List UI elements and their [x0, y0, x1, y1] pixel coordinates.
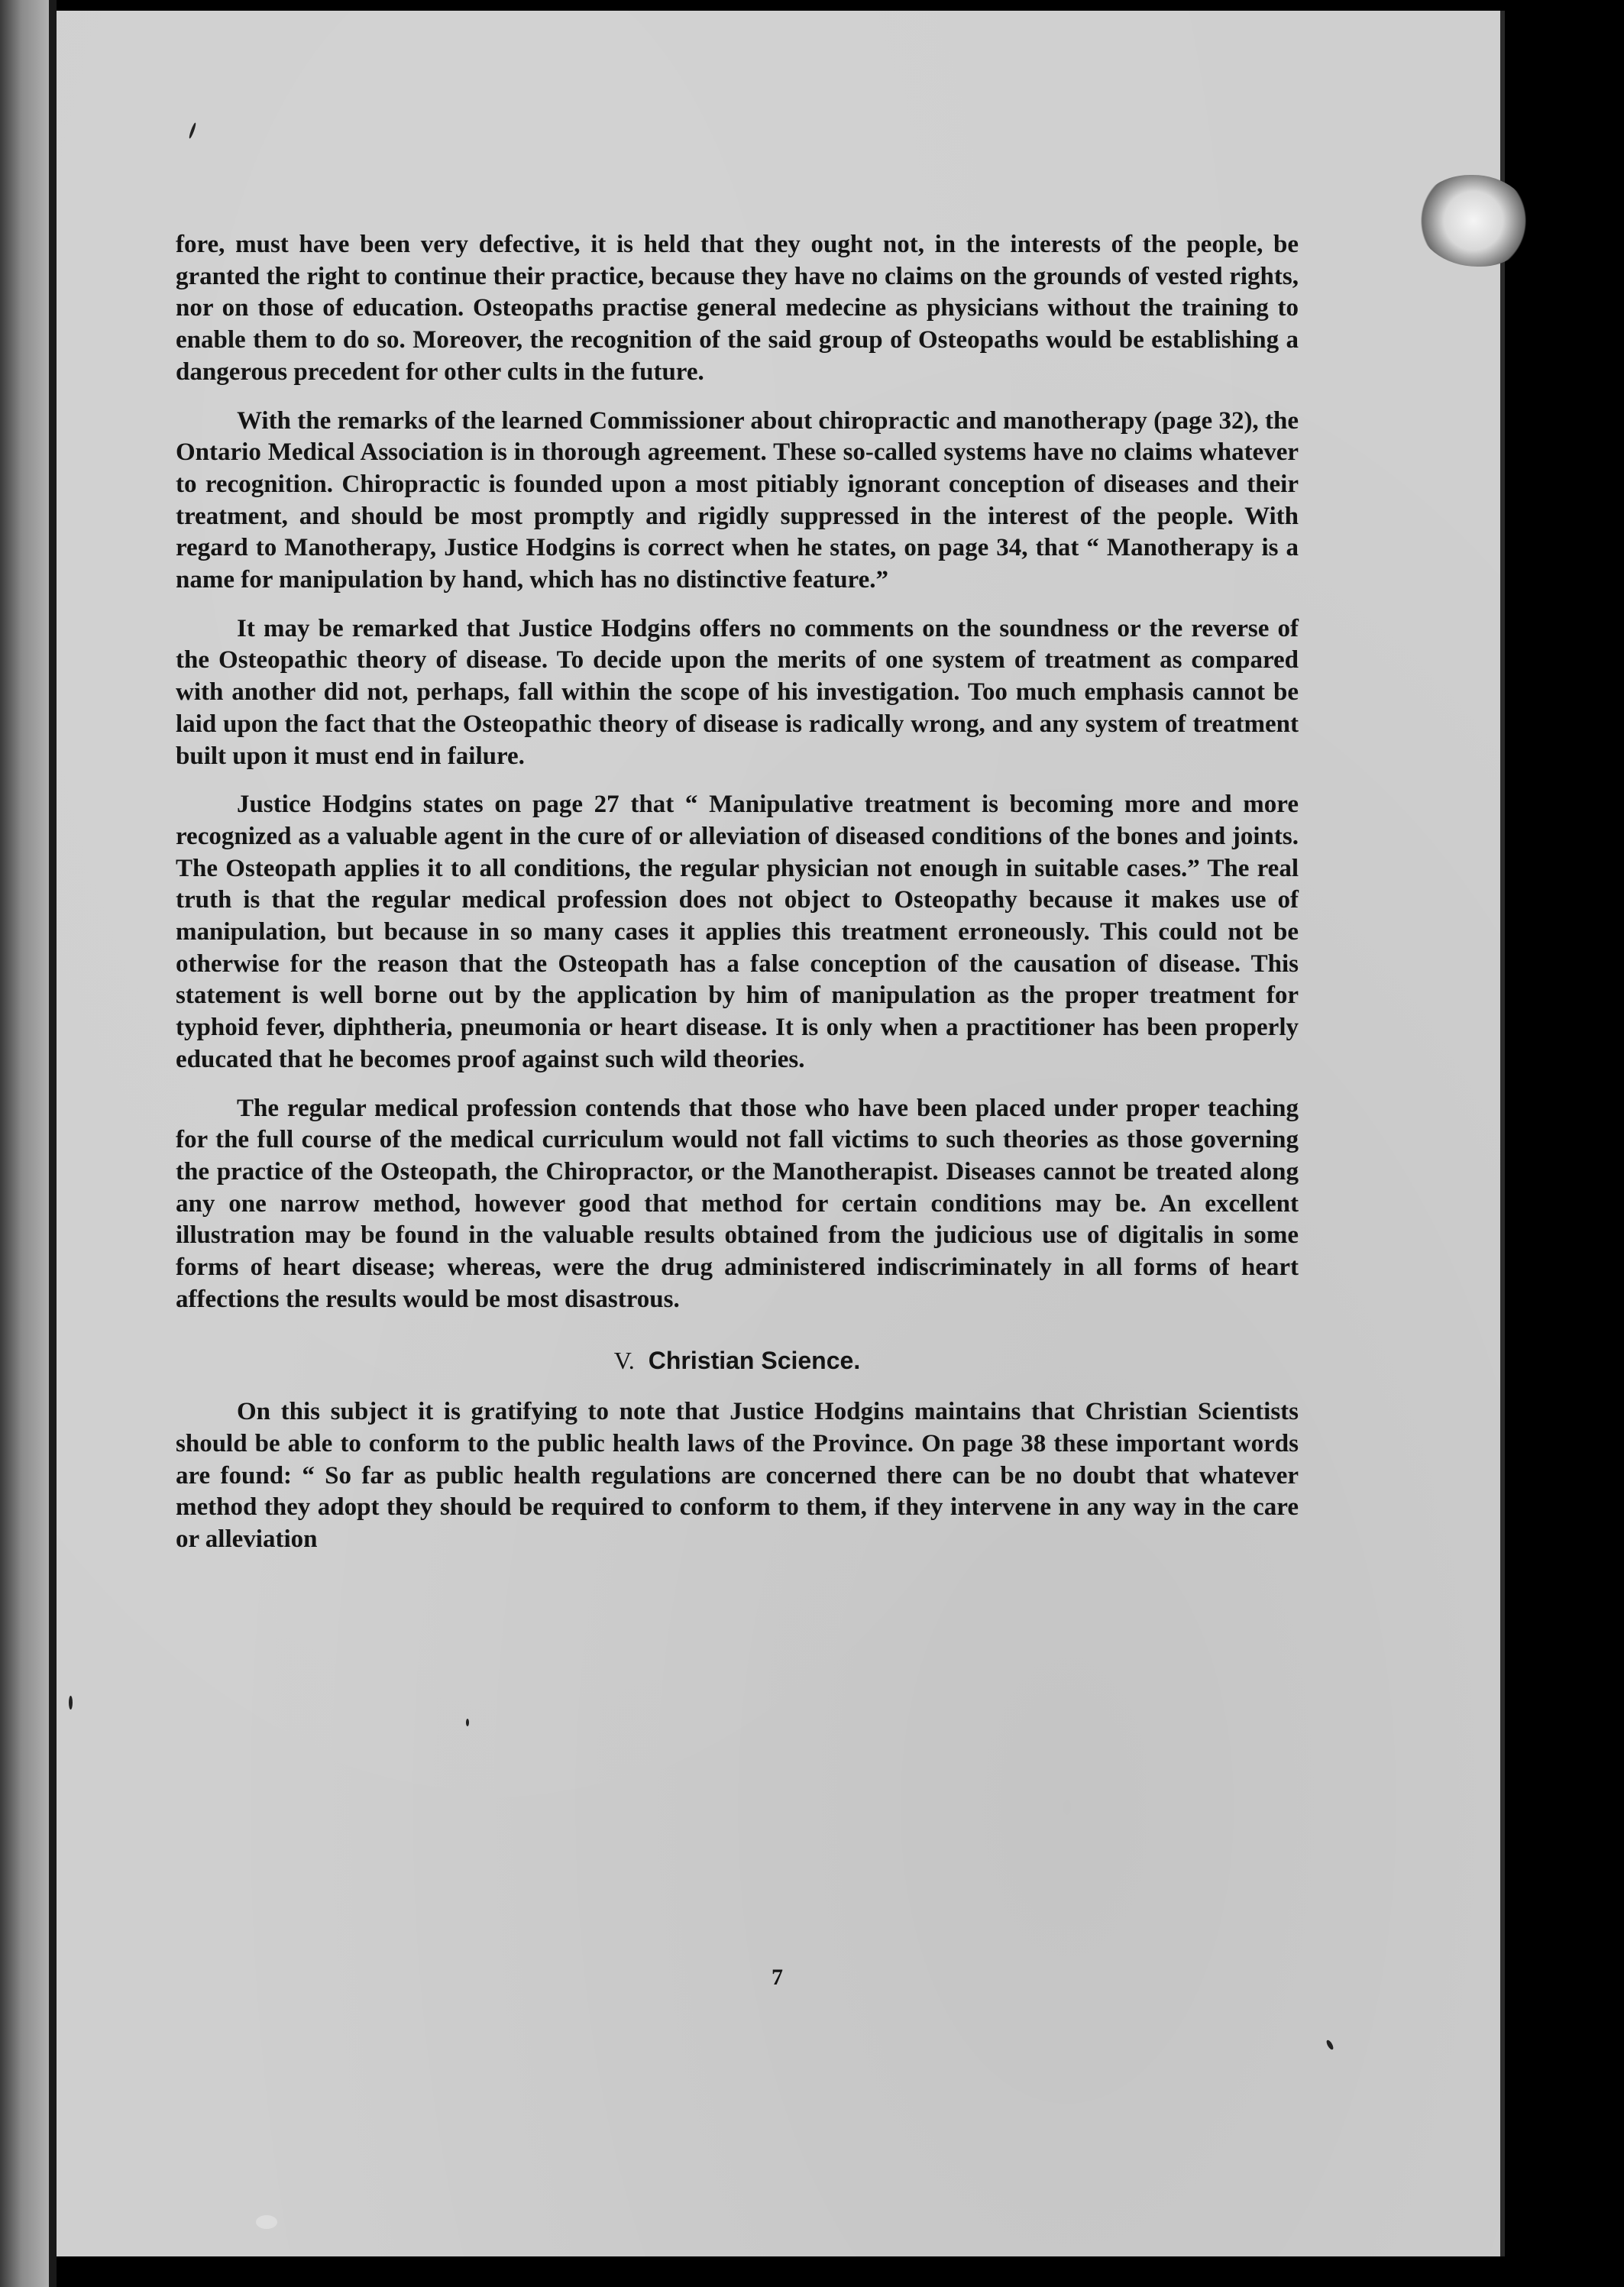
paragraph-1: fore, must have been very defective, it is held that they ought not, in the interests of the people, be granted the right to continue their practice, because they have no claims on the grounds of vested rights, nor on those of education. Osteopaths practise general medecine as physicians without the training to enable them to do so. Moreover, the recognition of the said group of Osteopaths would be establishing a dangerous precedent for other cults in the future.	[176, 231, 1299, 386]
section-numeral: V.	[613, 1346, 635, 1374]
scan-speck	[466, 1719, 469, 1726]
paragraph-2: With the remarks of the learned Commissioner about chiropractic and manotherapy (page 32), the Ontario Medical Association is in thorough agreement. These so-called systems have no claims whatever to recognition. Chiropractic is founded upon a most pitiably ignorant conception of diseases and their treatment, and should be most promptly and rigidly suppressed in the interest of the people. With regard to Manotherapy, Justice Hodgins is correct when he states, on page 34, that “ Manotherapy is a name for manipulation by hand, which has no distinctive feature.”	[176, 406, 1299, 594]
section-title: Christian Science.	[648, 1346, 861, 1374]
paper-damage-stain	[1416, 175, 1531, 267]
body-text	[176, 229, 1299, 1573]
paragraph-4: Justice Hodgins states on page 27 that “ Manipulative treatment is becoming more and more recognized as a valuable agent in the cure of or alleviation of diseased conditions of the bones and joints. The Osteopath applies it to all conditions, the regular physician not enough in suitable cases.” The real truth is that the regular medical profession does not object to Osteopathy because it makes use of manipulation, but because in so many cases it applies this treatment erroneously. This could not be otherwise for the reason that the Osteopath has a false conception of the causation of disease. This statement is well borne out by the application by him of manipulation as the proper treatment for typhoid fever, diphtheria, pneumonia or heart disease. It is only when a practitioner has been properly educated that he becomes proof against such wild theories.	[176, 791, 1299, 1073]
paragraph-3: It may be remarked that Justice Hodgins offers no comments on the soundness or the reverse of the Osteopathic theory of disease. To decide upon the merits of one system of treatment as compared with another did not, perhaps, fall within the scope of his investigation. Too much emphasis cannot be laid upon the fact that the Osteopathic theory of disease is radically wrong, and any system of treatment built upon it must end in failure.	[176, 614, 1299, 770]
paragraph-5: The regular medical profession contends that those who have been placed under proper teaching for the full course of the medical curriculum would not fall victims to such theories as those governing the practice of the Osteopath, the Chiropractor, or the Manotherapist. Diseases cannot be treated along any one narrow method, however good that method for certain conditions may be. An excellent illustration may be found in the valuable results obtained from the judicious use of digitalis in some forms of heart disease; whereas, were the drug administered indiscriminately in all forms of heart affections the results would be most disastrous.	[176, 1094, 1299, 1313]
page-number: 7	[772, 1965, 783, 1990]
paragraph-6: On this subject it is gratifying to note that Justice Hodgins maintains that Christian Scientists should be able to conform to the public health laws of the Province. On page 38 these important words are found: “ So far as public health regulations are concerned there can be no doubt that whatever method they adopt they should be required to conform to them, if they intervene in any way in the care or alleviation	[176, 1398, 1299, 1554]
section-heading	[176, 1345, 1299, 1377]
scan-speck	[69, 1696, 73, 1710]
book-spine	[49, 0, 57, 2287]
facing-page-edge	[0, 0, 53, 2287]
scan-speck	[256, 2215, 277, 2229]
